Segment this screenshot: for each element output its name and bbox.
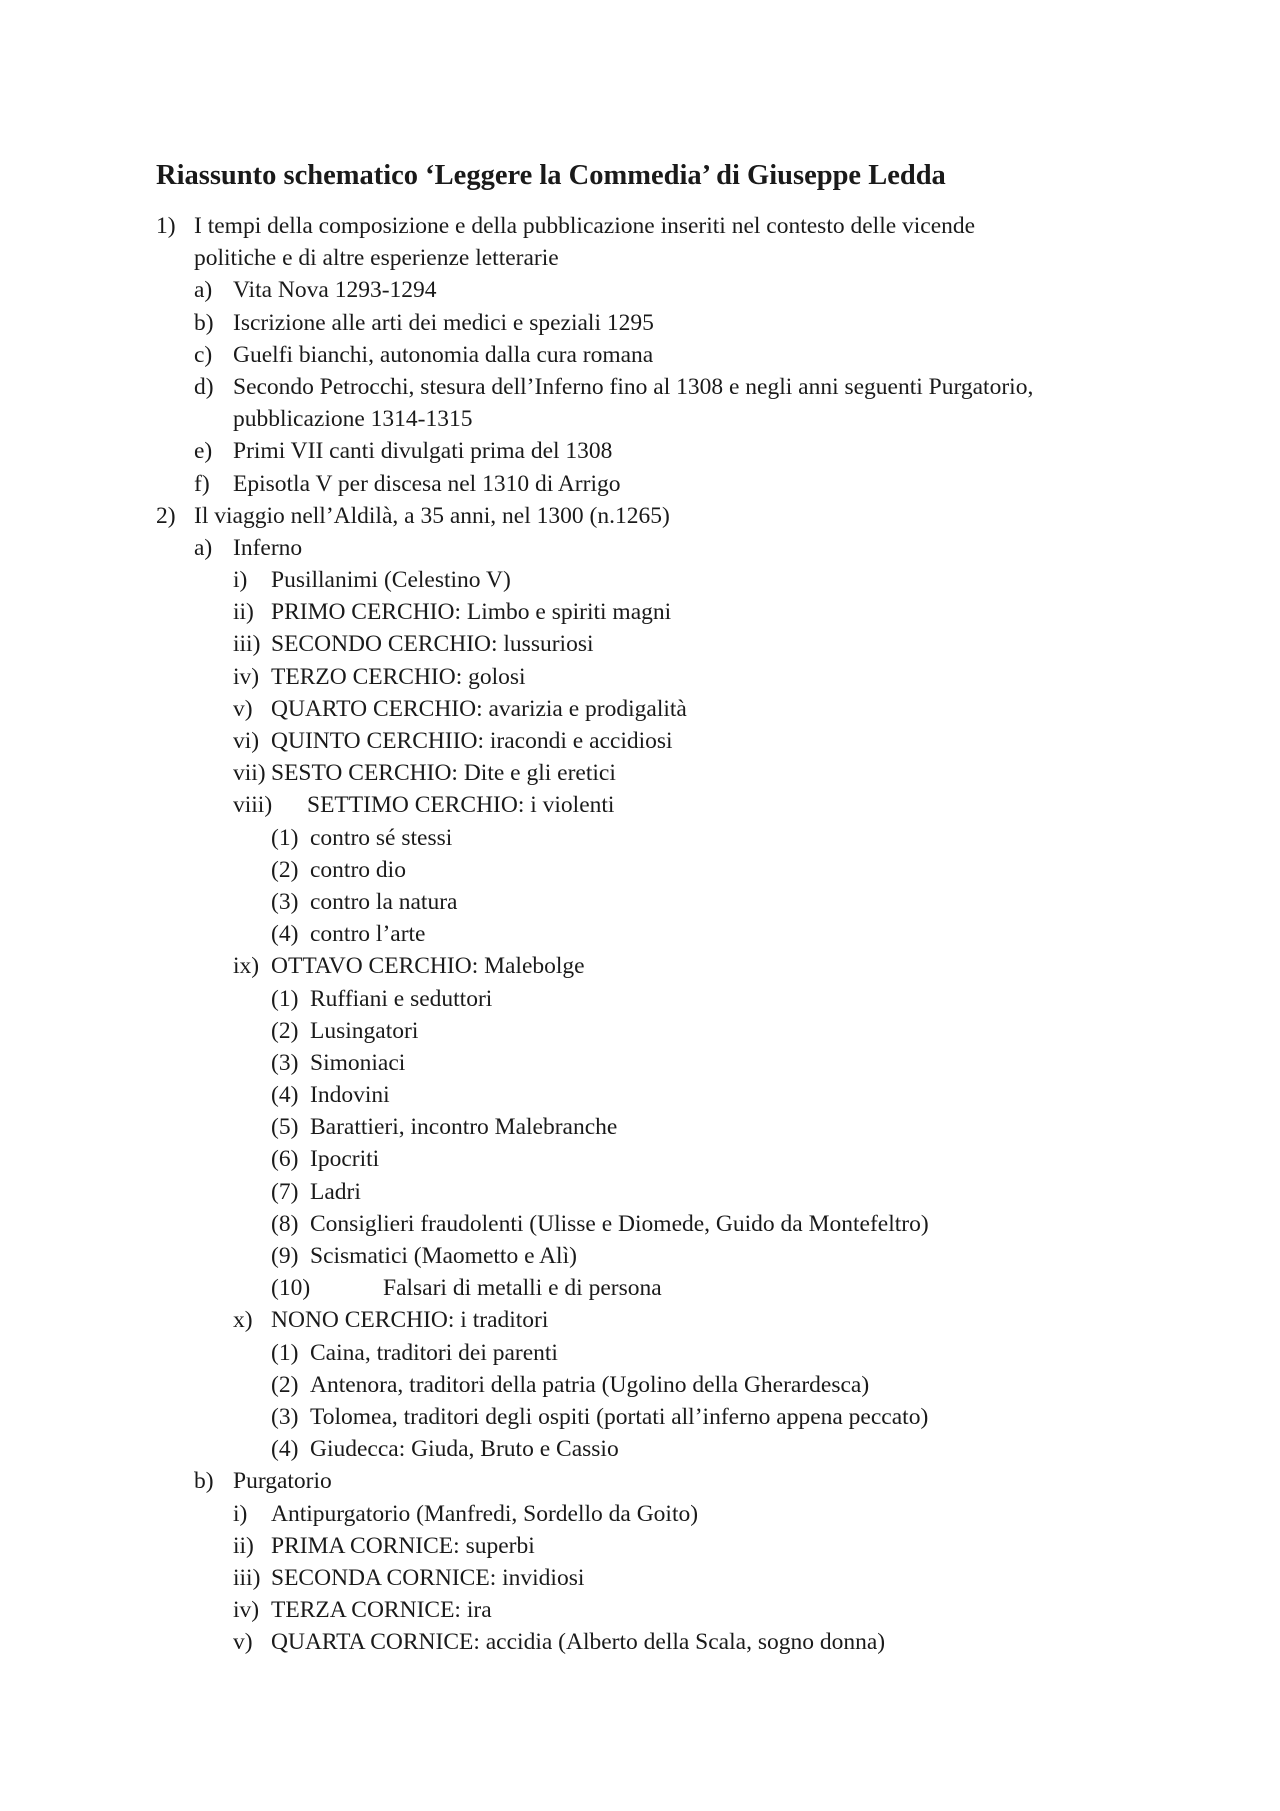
outline-item xyxy=(0,854,1280,886)
outline-item-number: ii) xyxy=(233,1532,254,1559)
outline-item xyxy=(0,242,1280,274)
outline-item xyxy=(0,1530,1280,1562)
outline-item-text: QUARTO CERCHIO: avarizia e prodigalità xyxy=(271,695,687,722)
outline-item-text: TERZO CERCHIO: golosi xyxy=(271,663,526,690)
outline-item-text: Simoniaci xyxy=(310,1049,406,1076)
outline-item-text: OTTAVO CERCHIO: Malebolge xyxy=(271,953,585,980)
outline-item-text: Antipurgatorio (Manfredi, Sordello da Goito) xyxy=(271,1500,699,1527)
outline-item-number: e) xyxy=(194,438,213,465)
outline-item-text: Indovini xyxy=(310,1082,390,1109)
outline-item-text: Barattieri, incontro Malebranche xyxy=(310,1114,618,1141)
outline-item xyxy=(0,1304,1280,1336)
outline-item-number: ii) xyxy=(233,599,254,626)
outline-item-text: Il viaggio nell’Aldilà, a 35 anni, nel 1300 (n.1265) xyxy=(194,502,670,529)
outline-item xyxy=(0,500,1280,532)
outline-item-text: contro la natura xyxy=(310,888,458,915)
outline-item-number: ix) xyxy=(233,953,260,980)
outline-item-text: QUINTO CERCHIIO: iracondi e accidiosi xyxy=(271,728,673,754)
outline-item-text: politiche e di altre esperienze letterarie xyxy=(194,245,559,272)
document-title: Riassunto schematico ‘Leggere la Commedia’ di Giuseppe Ledda xyxy=(156,160,946,191)
outline-item-number: iii) xyxy=(233,631,261,658)
outline-item-text: PRIMA CORNICE: superbi xyxy=(271,1532,535,1559)
outline-item xyxy=(0,1562,1280,1594)
outline-item xyxy=(0,1176,1280,1208)
outline-item-number: 2) xyxy=(156,502,176,529)
outline-item-number: v) xyxy=(233,695,253,722)
outline-item-text: Falsari di metalli e di persona xyxy=(383,1275,662,1302)
outline-item xyxy=(0,1240,1280,1272)
outline-item-text: SECONDO CERCHIO: lussuriosi xyxy=(271,631,594,658)
outline-item-number: (4) xyxy=(271,921,299,948)
outline-item-number: i) xyxy=(233,1500,248,1527)
outline-item-number: (8) xyxy=(271,1210,299,1237)
outline-item-number: (1) xyxy=(271,985,299,1012)
outline-item-number: (2) xyxy=(271,1017,299,1044)
outline-item-number: d) xyxy=(194,373,214,400)
outline-item xyxy=(0,1208,1280,1240)
outline-item xyxy=(0,628,1280,660)
outline-item-text: Antenora, traditori della patria (Ugolino della Gherardesca) xyxy=(310,1371,870,1398)
outline-item-number: (2) xyxy=(271,856,299,883)
outline-item-text: Episotla V per discesa nel 1310 di Arrigo xyxy=(233,470,621,497)
outline-item-text: Lusingatori xyxy=(310,1017,419,1044)
outline-item xyxy=(0,1594,1280,1626)
outline-item xyxy=(0,1079,1280,1111)
outline-item-number: (3) xyxy=(271,1049,299,1076)
outline-item xyxy=(0,983,1280,1015)
outline-item xyxy=(0,1465,1280,1497)
outline-item xyxy=(0,339,1280,371)
outline-item-text: Scismatici (Maometto e Alì) xyxy=(310,1243,577,1269)
outline-item xyxy=(0,822,1280,854)
outline-item xyxy=(0,1111,1280,1143)
outline-item-text: Pusillanimi (Celestino V) xyxy=(271,567,511,594)
outline-item xyxy=(0,596,1280,628)
outline-item-text: SETTIMO CERCHIO: i violenti xyxy=(307,792,615,819)
outline-item-number: v) xyxy=(233,1629,253,1656)
outline-item-number: (4) xyxy=(271,1082,299,1109)
outline-item-number: viii) xyxy=(233,792,273,819)
outline-item xyxy=(0,1369,1280,1401)
outline-item-number: (9) xyxy=(271,1243,299,1269)
outline-item xyxy=(0,1498,1280,1530)
outline-item xyxy=(0,1015,1280,1047)
outline-item xyxy=(0,371,1280,403)
outline-item-text: contro sé stessi xyxy=(310,824,453,851)
outline-item-number: (10) xyxy=(271,1275,311,1302)
outline-item xyxy=(0,789,1280,821)
outline-item-text: NONO CERCHIO: i traditori xyxy=(271,1307,549,1334)
outline-item-number: a) xyxy=(194,534,213,561)
outline-item xyxy=(0,564,1280,596)
outline-item-number: iii) xyxy=(233,1564,261,1591)
outline-item-text: contro l’arte xyxy=(310,921,426,948)
outline-item-number: vii) xyxy=(233,760,266,787)
outline-item-text: Inferno xyxy=(233,534,303,561)
outline-item-text: Iscrizione alle arti dei medici e speziali 1295 xyxy=(233,309,654,336)
outline-item-number: c) xyxy=(194,341,213,368)
outline-item xyxy=(0,532,1280,564)
outline-item-text: Ladri xyxy=(310,1178,361,1205)
outline-item-number: (2) xyxy=(271,1371,299,1398)
outline-item xyxy=(0,757,1280,789)
outline-item xyxy=(0,918,1280,950)
outline-item-number: b) xyxy=(194,309,214,336)
outline-item-number: (7) xyxy=(271,1178,299,1205)
outline-item-text: PRIMO CERCHIO: Limbo e spiriti magni xyxy=(271,599,672,626)
outline-item-text: SESTO CERCHIO: Dite e gli eretici xyxy=(271,760,616,787)
outline-item-text: Ipocriti xyxy=(310,1146,380,1173)
outline-item-number: (1) xyxy=(271,824,299,851)
outline-item xyxy=(0,1433,1280,1465)
outline-item xyxy=(0,468,1280,500)
outline-item-text: Giudecca: Giuda, Bruto e Cassio xyxy=(310,1436,619,1463)
outline-item-number: vi) xyxy=(233,728,260,754)
outline-list xyxy=(0,210,1280,1658)
outline-item-text: Caina, traditori dei parenti xyxy=(310,1339,558,1366)
outline-item-number: (3) xyxy=(271,1403,299,1430)
outline-item-number: iv) xyxy=(233,1597,260,1624)
outline-item-text: Vita Nova 1293-1294 xyxy=(233,277,437,304)
outline-item xyxy=(0,1401,1280,1433)
outline-item xyxy=(0,1337,1280,1369)
outline-item xyxy=(0,1626,1280,1658)
outline-item-text: pubblicazione 1314-1315 xyxy=(233,406,473,433)
outline-item-number: a) xyxy=(194,277,213,304)
outline-item-number: (5) xyxy=(271,1114,299,1141)
outline-item xyxy=(0,886,1280,918)
outline-item-number: (6) xyxy=(271,1146,299,1173)
outline-item xyxy=(0,1047,1280,1079)
outline-item-text: Ruffiani e seduttori xyxy=(310,985,493,1012)
outline-item-text: TERZA CORNICE: ira xyxy=(271,1597,492,1624)
outline-item xyxy=(0,210,1280,242)
outline-item xyxy=(0,950,1280,982)
outline-item-text: I tempi della composizione e della pubblicazione inseriti nel contesto delle vicende xyxy=(194,213,976,239)
outline-item-text: Tolomea, traditori degli ospiti (portati all’inferno appena peccato) xyxy=(310,1403,929,1430)
outline-item xyxy=(0,435,1280,467)
outline-item-text: Secondo Petrocchi, stesura dell’Inferno fino al 1308 e negli anni seguenti Purgatorio, xyxy=(233,373,1034,400)
outline-item xyxy=(0,725,1280,757)
outline-item-text: Consiglieri fraudolenti (Ulisse e Diomede, Guido da Montefeltro) xyxy=(310,1210,929,1237)
outline-item-number: (4) xyxy=(271,1436,299,1463)
outline-item xyxy=(0,693,1280,725)
outline-item-number: iv) xyxy=(233,663,260,690)
outline-item-number: 1) xyxy=(156,213,176,239)
outline-item-number: i) xyxy=(233,567,248,594)
outline-item xyxy=(0,274,1280,306)
outline-item xyxy=(0,403,1280,435)
outline-item-text: Purgatorio xyxy=(233,1468,332,1495)
outline-item-number: f) xyxy=(194,470,210,497)
outline-item-number: x) xyxy=(233,1307,253,1334)
outline-item-number: b) xyxy=(194,1468,214,1495)
outline-item-text: contro dio xyxy=(310,856,406,883)
outline-item xyxy=(0,1272,1280,1304)
outline-item-text: Guelfi bianchi, autonomia dalla cura romana xyxy=(233,341,654,368)
outline-item-number: (1) xyxy=(271,1339,299,1366)
outline-item-text: SECONDA CORNICE: invidiosi xyxy=(271,1564,585,1591)
outline-item-text: Primi VII canti divulgati prima del 1308 xyxy=(233,438,613,465)
outline-item xyxy=(0,661,1280,693)
outline-item xyxy=(0,1143,1280,1175)
outline-item-number: (3) xyxy=(271,888,299,915)
outline-item xyxy=(0,307,1280,339)
outline-item-text: QUARTA CORNICE: accidia (Alberto della Scala, sogno donna) xyxy=(271,1629,886,1656)
